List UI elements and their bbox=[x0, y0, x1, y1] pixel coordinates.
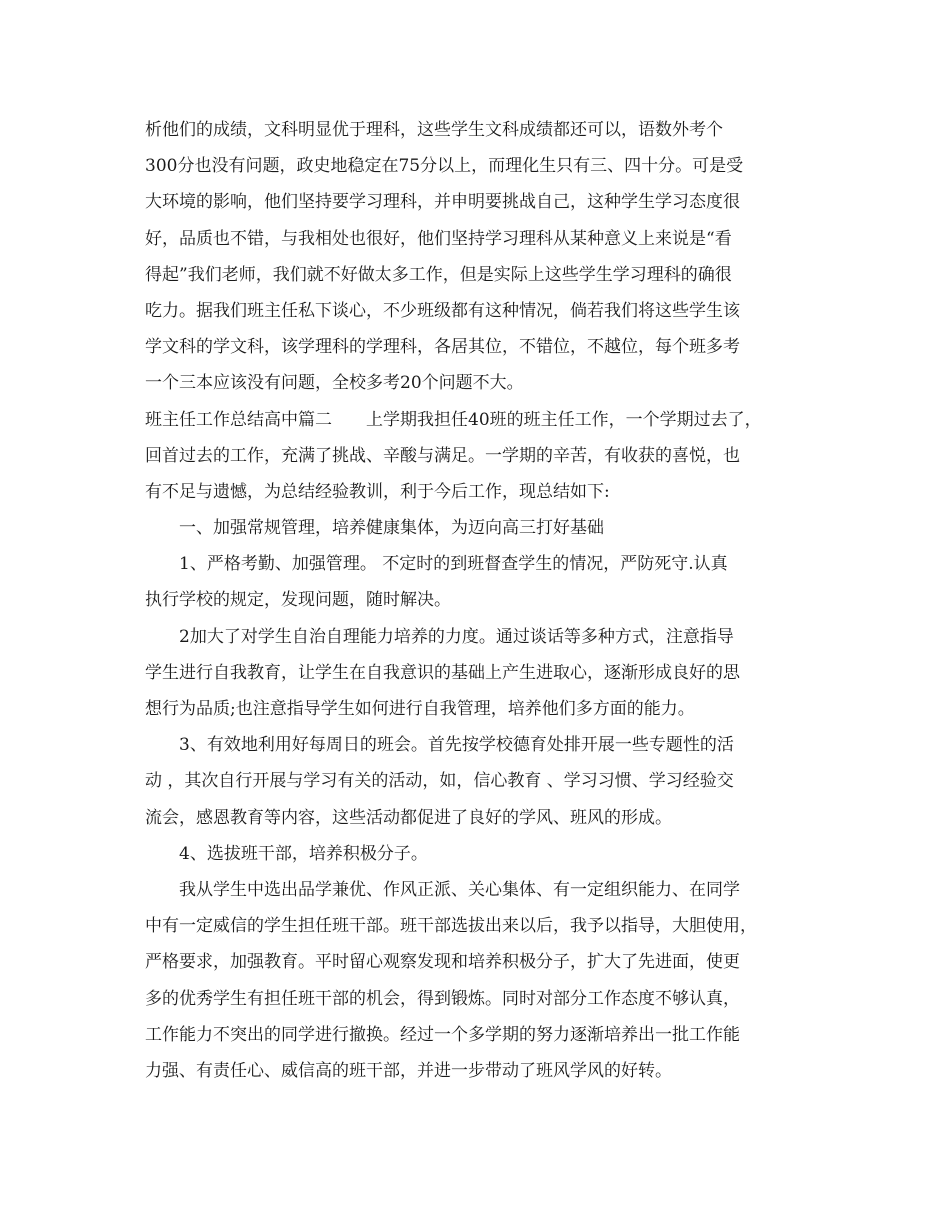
text-line: 大环境的影响，他们坚持要学习理科，并申明要挑战自己，这种学生学习态度很 bbox=[145, 192, 740, 213]
text-line: 一、加强常规管理，培养健康集体，为迈向高三打好基础 bbox=[145, 518, 604, 539]
text-line: 一个三本应该没有问题，全校多考20个问题不大。 bbox=[145, 373, 524, 394]
text-line: 工作能力不突出的同学进行撤换。经过一个多学期的努力逐渐培养出一批工作能 bbox=[145, 1024, 740, 1045]
text-line: 学文科的学文科，该学理科的学理科，各居其位，不错位，不越位，每个班多考 bbox=[145, 337, 740, 358]
text-line: 300分也没有问题，政史地稳定在75分以上，而理化生只有三、四十分。可是受 bbox=[145, 156, 744, 177]
text-line: 4、选拔班干部，培养积极分子。 bbox=[145, 843, 428, 864]
text-line: 严格要求，加强教育。平时留心观察发现和培养积极分子，扩大了先进面，使更 bbox=[145, 952, 740, 973]
text-line: 我从学生中选出品学兼优、作风正派、关心集体、有一定组织能力、在同学 bbox=[145, 879, 740, 900]
text-line: 2加大了对学生自治自理能力培养的力度。通过谈话等多种方式，注意指导 bbox=[145, 626, 734, 647]
text-line: 学生进行自我教育，让学生在自我意识的基础上产生进取心，逐渐形成良好的思 bbox=[145, 662, 740, 683]
text-line: 析他们的成绩，文科明显优于理科，这些学生文科成绩都还可以，语数外考个 bbox=[145, 120, 723, 140]
text-line: 回首过去的工作，充满了挑战、辛酸与满足。一学期的辛苦，有收获的喜悦，也 bbox=[145, 445, 740, 466]
text-line: 有不足与遗憾，为总结经验教训，利于今后工作，现总结如下: bbox=[145, 481, 610, 502]
text-line: 好，品质也不错，与我相处也很好，他们坚持学习理科从某种意义上来说是“看 bbox=[145, 228, 732, 249]
text-line: 流会，感恩教育等内容，这些活动都促进了良好的学风、班风的形成。 bbox=[145, 807, 672, 828]
text-line: 3、有效地利用好每周日的班会。首先按学校德育处排开展一些专题性的活 bbox=[145, 735, 734, 756]
text-line: 中有一定威信的学生担任班干部。班干部选拔出来以后，我予以指导，大胆使用， bbox=[145, 916, 757, 937]
text-line: 想行为品质;也注意指导学生如何进行自我管理，培养他们多方面的能力。 bbox=[145, 699, 695, 719]
text-line: 动 ，其次自行开展与学习有关的活动，如，信心教育 、学习习惯、学习经验交 bbox=[145, 771, 734, 792]
text-line: 力强、有责任心、威信高的班干部，并进一步带动了班风学风的好转。 bbox=[145, 1060, 672, 1081]
section-heading-line: 班主任工作总结高中篇二 上学期我担任40班的班主任工作，一个学期过去了， bbox=[145, 409, 762, 430]
text-line: 得起”我们老师，我们就不好做太多工作，但是实际上这些学生学习理科的确很 bbox=[145, 264, 732, 285]
text-line: 1、严格考勤、加强管理。 不定时的到班督查学生的情况，严防死守.认真 bbox=[145, 554, 728, 575]
body-text bbox=[145, 112, 825, 1089]
text-line: 吃力。据我们班主任私下谈心，不少班级都有这种情况，倘若我们将这些学生该 bbox=[145, 300, 740, 321]
text-line: 多的优秀学生有担任班干部的机会，得到锻炼。同时对部分工作态度不够认真， bbox=[145, 988, 740, 1009]
text-line: 执行学校的规定，发现问题，随时解决。 bbox=[145, 590, 451, 611]
